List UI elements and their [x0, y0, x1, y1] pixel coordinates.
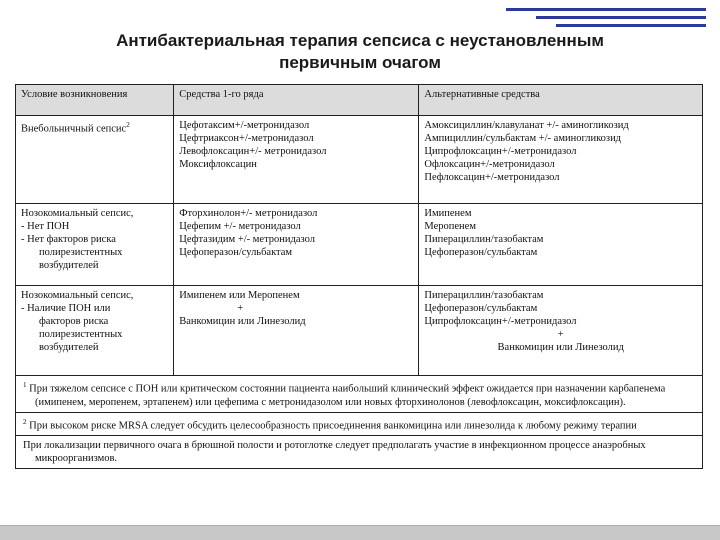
condition-cell	[16, 204, 174, 286]
condition-text: факторов риска	[39, 316, 109, 327]
drug-line: Цефотаксим+/-метронидазол	[179, 120, 310, 131]
footnote-mark: 1	[23, 381, 27, 389]
drug-line: Амоксициллин/клавуланат +/- аминогликозид	[424, 120, 629, 131]
drug-line: Цефоперазон/сульбактам	[424, 247, 538, 258]
header-alternative: Альтернативные средства	[419, 85, 703, 116]
drug-line: Пиперациллин/тазобактам	[424, 234, 544, 245]
table-header-row	[16, 85, 703, 116]
footnote-text	[21, 379, 697, 409]
drug-line: Ампициллин/сульбактам +/- аминогликозид	[424, 133, 622, 144]
drug-line: Цефепим +/- метронидазол	[179, 221, 301, 232]
deco-line	[536, 16, 706, 19]
table-row	[16, 204, 703, 286]
drug-line: Пиперациллин/тазобактам	[424, 290, 544, 301]
deco-line	[506, 8, 706, 11]
footnote-text: При локализации первичного очага в брюшной полости и ротоглотке следует предполагать участие в инфекционном процессе анаэробных микроорганизмов.	[23, 440, 646, 464]
drug-line: Меропенем	[424, 221, 476, 232]
drug-line: Ванкомицин или Линезолид	[179, 316, 306, 327]
condition-text: полирезистентных	[39, 329, 123, 340]
footnote-body: При высоком риске MRSA следует обсудить целесообразность присоединения ванкомицина или линезолида к любому режиму терапии	[29, 420, 637, 431]
drug-line: Цефоперазон/сульбактам	[179, 247, 293, 258]
condition-text: возбудителей	[39, 260, 99, 271]
condition-text: Нозокомиальный сепсис,	[21, 290, 134, 301]
therapy-table	[15, 84, 703, 469]
first-line-cell	[174, 116, 419, 204]
condition-text: полирезистентных	[39, 247, 123, 258]
table-row	[16, 116, 703, 204]
header-condition: Условие возникновения	[16, 85, 174, 116]
bottom-bar	[0, 525, 720, 540]
first-line-cell	[174, 204, 419, 286]
drug-line: Имипенем или Меропенем	[179, 290, 300, 301]
slide-title	[40, 30, 680, 74]
condition-cell	[16, 286, 174, 376]
drug-line: Фторхинолон+/- метронидазол	[179, 208, 318, 219]
footnote-body: При тяжелом сепсисе с ПОН или критическом состоянии пациента наибольший клинический эффект ожидается при назначении карбапенема (имипенем, меропенем, эртапенем) или цефепима с метронидазолом или новых фторхинолонов (левофлоксацин, моксифлоксацин).	[29, 383, 666, 408]
condition-text: Нозокомиальный сепсис,	[21, 208, 134, 219]
decorative-lines	[506, 8, 706, 32]
drug-line: Цефтазидим +/- метронидазол	[179, 234, 315, 245]
alternative-cell	[419, 204, 703, 286]
footnote-cell	[16, 412, 703, 436]
table-row	[16, 286, 703, 376]
footnote-text	[21, 416, 697, 433]
deco-line	[556, 24, 706, 27]
drug-line: Офлоксацин+/-метронидазол	[424, 159, 555, 170]
drug-line: Цефтриаксон+/-метронидазол	[179, 133, 314, 144]
footnote-row	[16, 412, 703, 436]
condition-text: - Нет факторов риска	[21, 234, 116, 245]
footnote-cell	[16, 376, 703, 413]
plus-sign: +	[237, 303, 244, 314]
title-line-1: Антибактериальная терапия сепсиса с неустановленным	[116, 31, 604, 50]
condition-text: - Нет ПОН	[21, 221, 70, 232]
drug-line: Ванкомицин или Линезолид	[497, 342, 624, 353]
footnote-row	[16, 376, 703, 413]
drug-line: Левофлоксацин+/- метронидазол	[179, 146, 327, 157]
footnote-cell	[16, 436, 703, 469]
first-line-cell	[174, 286, 419, 376]
drug-line: Цефоперазон/сульбактам	[424, 303, 538, 314]
alternative-cell	[419, 286, 703, 376]
drug-line: Имипенем	[424, 208, 472, 219]
condition-cell	[16, 116, 174, 204]
plus-sign: +	[557, 329, 564, 340]
drug-line: Ципрофлоксацин+/-метронидазол	[424, 146, 577, 157]
drug-line: Пефлоксацин+/-метронидазол	[424, 172, 560, 183]
footnote-row	[16, 436, 703, 469]
header-first-line: Средства 1-го ряда	[174, 85, 419, 116]
footnote-ref: 2	[126, 121, 130, 129]
drug-line: Моксифлоксацин	[179, 159, 257, 170]
condition-text: возбудителей	[39, 342, 99, 353]
condition-text: Внебольничный сепсис	[21, 123, 127, 135]
title-line-2: первичным очагом	[279, 53, 441, 72]
footnote-mark: 2	[23, 417, 27, 426]
drug-line: Ципрофлоксацин+/-метронидазол	[424, 316, 577, 327]
alternative-cell	[419, 116, 703, 204]
condition-text: - Наличие ПОН или	[21, 303, 111, 314]
